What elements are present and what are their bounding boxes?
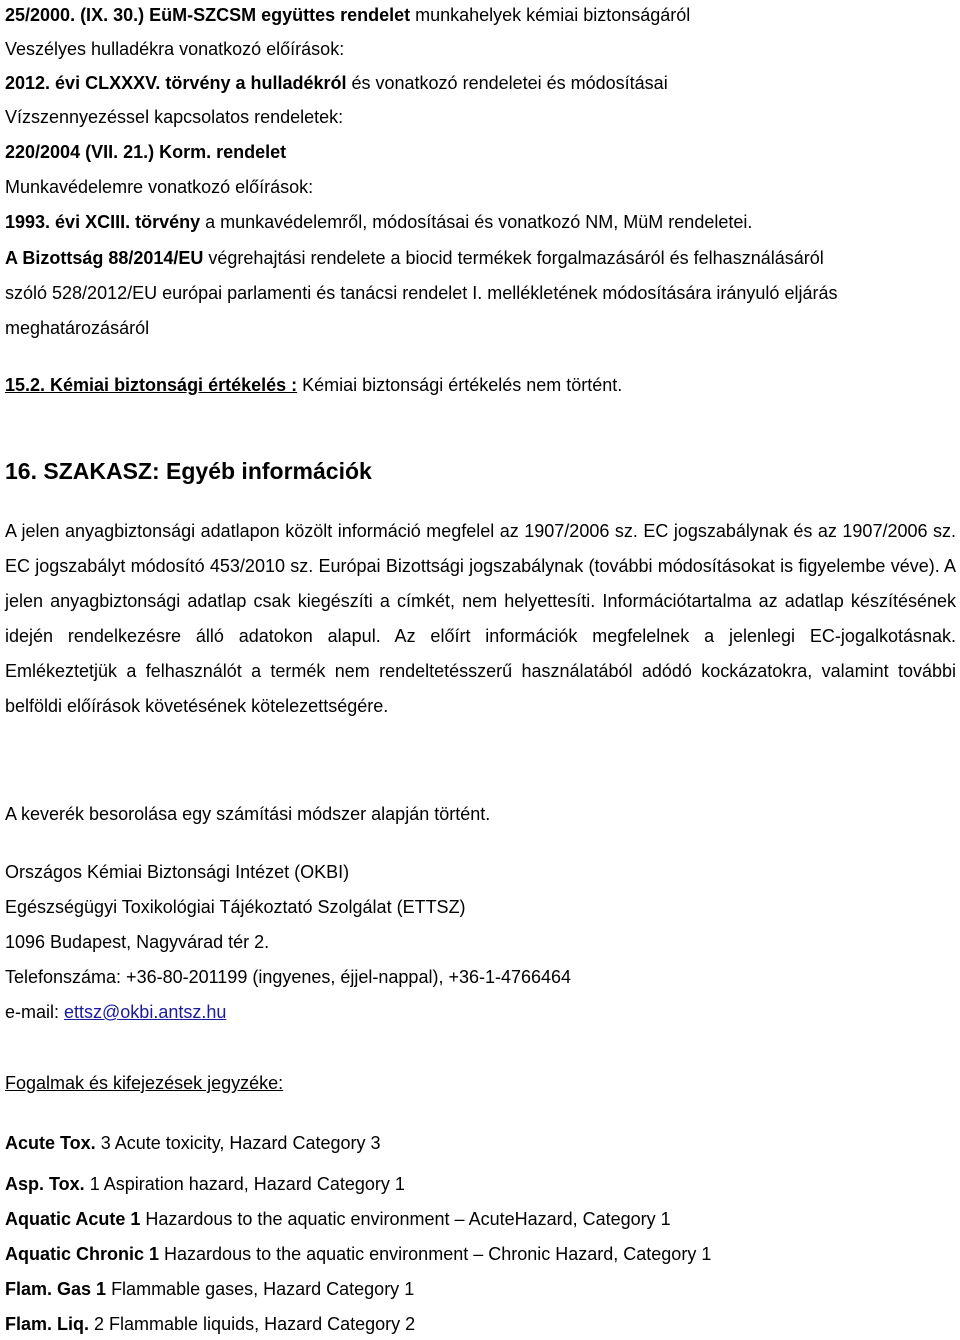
classification-note: A keverék besorolása egy számítási módszer alapján történt. [5, 804, 491, 824]
section-15-2 [5, 374, 622, 396]
glossary-term: Flam. Liq. [5, 1314, 90, 1334]
glossary-definition: Aspiration hazard, Hazard Category 1 [99, 1174, 405, 1194]
glossary-item [5, 1243, 711, 1265]
glossary-definition: Flammable gases, Hazard Category 1 [106, 1279, 415, 1299]
section-15-2-text: Kémiai biztonsági értékelés nem történt. [297, 375, 623, 395]
glossary-definition: Hazardous to the aquatic environment – AcuteHazard, Category 1 [140, 1209, 671, 1229]
contact-phone: Telefonszáma: +36-80-201199 (ingyenes, éjjel-nappal), +36-1-4766464 [5, 967, 572, 987]
glossary-term: Aquatic Chronic 1 [5, 1244, 160, 1264]
glossary-category: 1 [84, 1174, 100, 1194]
email-link[interactable]: ettsz@okbi.antsz.hu [64, 1002, 227, 1022]
contact-org-1: Országos Kémiai Biztonsági Intézet (OKBI) [5, 862, 350, 882]
glossary-title: Fogalmak és kifejezések jegyzéke: [5, 1073, 284, 1093]
occupational-safety-heading: Munkavédelemre vonatkozó előírások: [5, 177, 314, 197]
regulation-4-title: 1993. évi XCIII. törvény [5, 212, 201, 232]
glossary-item [5, 1208, 671, 1230]
section-16-paragraph: A jelen anyagbiztonsági adatlapon közölt információ megfelel az 1907/2006 sz. EC jogszabálynak és az 1907/2006 sz. EC jogszabályt módosító 453/2010 sz. Európai Bizottsági jogszabálynak (további módosításokat is figyelembe véve). A jelen anyagbiztonsági adatlap csak kiegészíti a címkét, nem helyettesíti. Információtartalma az adatlap készítésének idején rendelkezésre álló adatokon alapul. Az előírt információk megfelelnek a jelenlegi EC-jogalkotásnak. Emlékeztetjük a felhasználót a termék nem rendeltetésszerű használatából adódó kockázatokra, valamint további belföldi előírások követésének kötelezettségére. [5, 521, 956, 716]
glossary-definition: Hazardous to the aquatic environment – Chronic Hazard, Category 1 [159, 1244, 712, 1264]
glossary-term: Acute Tox. [5, 1133, 96, 1153]
regulation-line-2 [5, 72, 668, 94]
regulation-4-desc: a munkavédelemről, módosításai és vonatkozó NM, MüM rendeletei. [200, 212, 753, 232]
contact-email-line [5, 1001, 226, 1023]
glossary-term: Aquatic Acute 1 [5, 1209, 141, 1229]
regulation-line-4 [5, 211, 752, 233]
regulation-line-1 [5, 4, 690, 26]
section-15-2-label: 15.2. Kémiai biztonsági értékelés : [5, 375, 298, 395]
glossary-item [5, 1313, 415, 1335]
regulation-5-desc: végrehajtási rendelete a biocid termékek forgalmazásáról és felhasználásáról [203, 248, 824, 268]
water-pollution-heading: Vízszennyezéssel kapcsolatos rendeletek: [5, 107, 344, 127]
regulation-1-desc: munkahelyek kémiai biztonságáról [410, 5, 691, 25]
regulation-3-title: 220/2004 (VII. 21.) Korm. rendelet [5, 142, 287, 162]
regulation-5-title: A Bizottság 88/2014/EU [5, 248, 204, 268]
email-label: e-mail: [5, 1002, 65, 1022]
contact-org-2: Egészségügyi Toxikológiai Tájékoztató Szolgálat (ETTSZ) [5, 897, 466, 917]
glossary-item [5, 1278, 414, 1300]
regulation-line-5 [5, 247, 824, 269]
regulation-5-line-2: szóló 528/2012/EU európai parlamenti és tanácsi rendelet I. mellékletének módosítására irányuló eljárás [5, 283, 838, 303]
glossary-definition: Acute toxicity, Hazard Category 3 [110, 1133, 381, 1153]
regulation-2-title: 2012. évi CLXXXV. törvény a hulladékról [5, 73, 347, 93]
glossary-term: Asp. Tox. [5, 1174, 85, 1194]
regulation-1-title: 25/2000. (IX. 30.) EüM-SZCSM együttes rendelet [5, 5, 411, 25]
regulation-5-line-3: meghatározásáról [5, 318, 150, 338]
glossary-definition: Flammable liquids, Hazard Category 2 [104, 1314, 416, 1334]
glossary-item [5, 1132, 381, 1154]
glossary-item [5, 1173, 405, 1195]
regulation-2-desc: és vonatkozó rendeletei és módosításai [346, 73, 668, 93]
contact-address: 1096 Budapest, Nagyvárad tér 2. [5, 932, 270, 952]
hazardous-waste-heading: Veszélyes hulladékra vonatkozó előírások: [5, 39, 345, 59]
section-16-heading: 16. SZAKASZ: Egyéb információk [5, 458, 372, 484]
glossary-category: 3 [95, 1133, 111, 1153]
glossary-category: 2 [89, 1314, 105, 1334]
glossary-term: Flam. Gas 1 [5, 1279, 107, 1299]
